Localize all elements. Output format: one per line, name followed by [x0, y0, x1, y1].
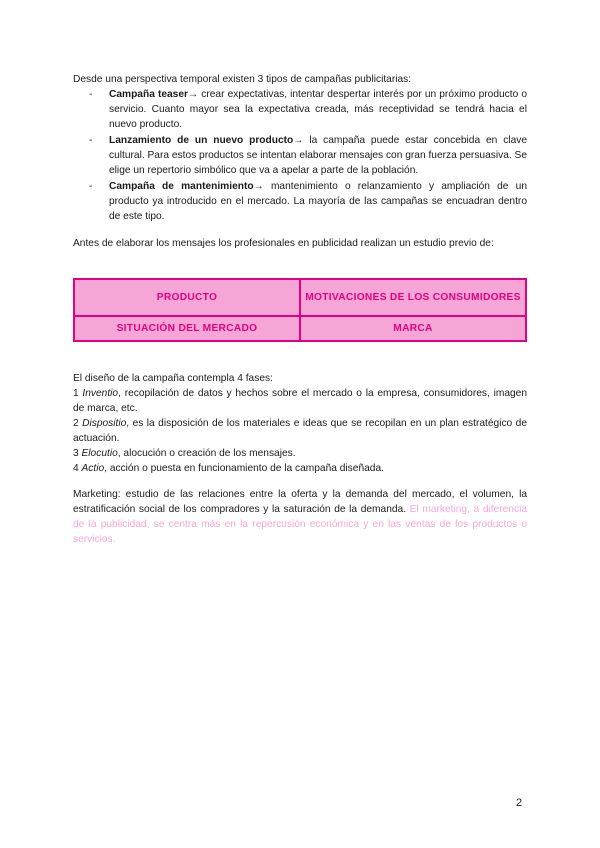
phase-text: , es la disposición de los materiales e ideas que se recopilan en un plan estratégico de actuación.	[73, 418, 527, 444]
list-dash: -	[89, 89, 93, 100]
list-item	[73, 179, 527, 224]
study-intro-paragraph: Antes de elaborar los mensajes los profesionales en publicidad realizan un estudio previo de:	[73, 238, 494, 249]
study-table	[73, 278, 527, 342]
marketing-definition: Marketing: estudio de las relaciones entre la oferta y la demanda del mercado, el volumen, la estratificación social de los compradores y la saturación de la demanda.	[73, 489, 527, 515]
phase-text: , alocución o creación de los mensajes.	[117, 448, 296, 459]
phase-text: , recopilación de datos y hechos sobre el mercado o la empresa, consumidores, imagen de marca, etc.	[73, 388, 527, 414]
arrow: →	[187, 89, 199, 100]
list-item-text: crear expectativas, intentar despertar interés por un próximo producto o servicio. Cuanto mayor sea la expectativa creada, más receptividad se tendrá hacia el nuevo producto.	[109, 89, 527, 130]
table-cell-situacion-mercado: SITUACIÓN DEL MERCADO	[74, 316, 300, 341]
phase-number: 2	[73, 418, 83, 429]
phase-number: 4	[73, 463, 82, 474]
phase-item	[73, 416, 527, 446]
list-item	[73, 133, 527, 178]
arrow: →	[253, 181, 264, 192]
phase-term: Actio	[81, 463, 105, 474]
list-dash: -	[89, 135, 93, 146]
phase-term: Elocutio	[81, 448, 118, 459]
page-number: 2	[516, 797, 523, 809]
phase-term: Inventio	[82, 388, 119, 399]
table-cell-producto: PRODUCTO	[74, 279, 300, 316]
phase-term: Dispositio	[82, 418, 127, 429]
phases-section	[73, 371, 527, 476]
list-item-term: Lanzamiento de un nuevo producto	[109, 135, 294, 146]
phases-intro: El diseño de la campaña contempla 4 fases:	[73, 373, 273, 384]
marketing-paragraph	[73, 487, 527, 547]
marketing-highlight: El marketing, a diferencia de la publicidad, se centra más en la repercusión económica y en las ventas de los productos o servicios.	[73, 504, 527, 545]
phase-item	[73, 446, 527, 461]
phase-item	[73, 386, 527, 416]
list-item-text: la campaña puede estar concebida en clave cultural. Para estos productos se intentan elaborar mensajes con gran fuerza persuasiva. Se elige un repertorio simbólico que va a apelar a parte de la población.	[109, 135, 527, 176]
phase-number: 3	[73, 448, 82, 459]
phase-number: 1	[73, 388, 83, 399]
arrow: →	[293, 135, 304, 146]
phase-text: , acción o puesta en funcionamiento de la campaña diseñada.	[104, 463, 384, 474]
list-item	[73, 87, 527, 132]
intro-paragraph: Desde una perspectiva temporal existen 3 tipos de campañas publicitarias:	[73, 74, 412, 85]
campaign-types-list	[73, 87, 527, 224]
phase-item	[73, 461, 527, 476]
table-cell-marca: MARCA	[300, 316, 526, 341]
list-item-term: Campaña de mantenimiento	[109, 181, 254, 192]
list-item-term: Campaña teaser	[109, 89, 188, 100]
table-cell-motivaciones: MOTIVACIONES DE LOS CONSUMIDORES	[300, 279, 526, 316]
list-item-text: mantenimiento o relanzamiento y ampliación de un producto ya introducido en el mercado. La mayoría de las campañas se encuadran dentro de este tipo.	[109, 181, 527, 222]
list-dash: -	[89, 181, 93, 192]
